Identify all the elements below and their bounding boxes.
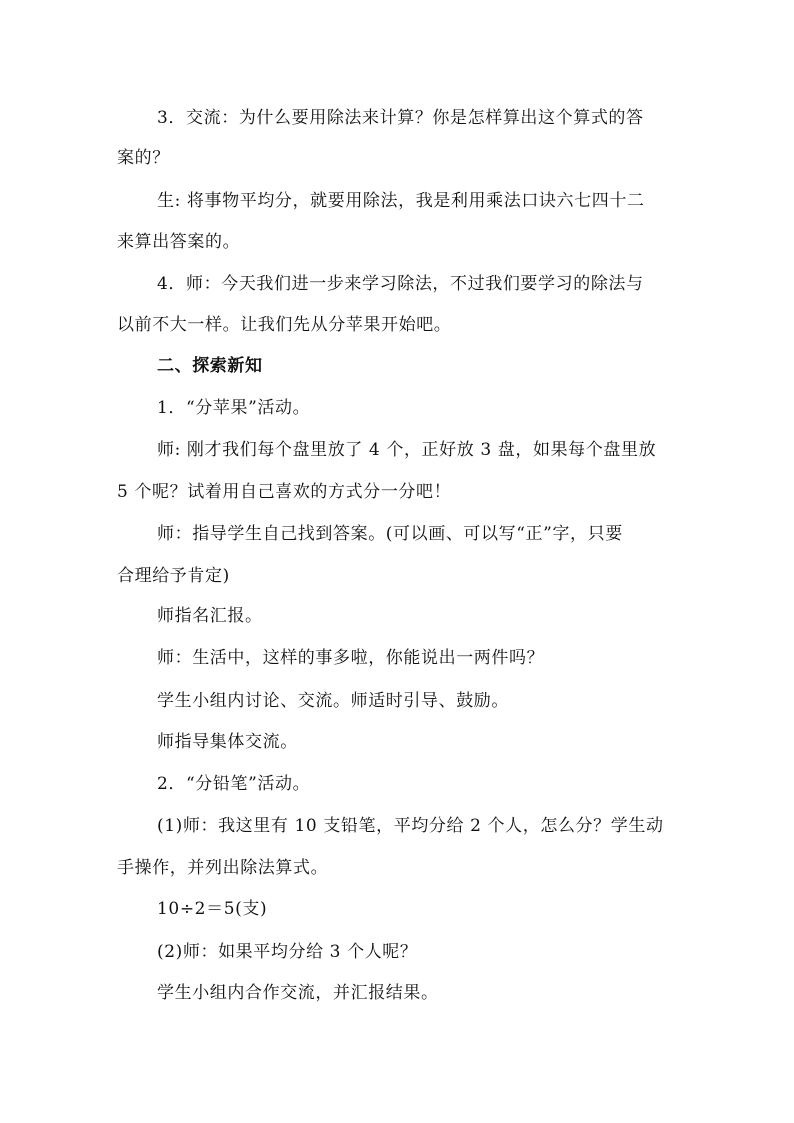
equation-line: 10÷2＝5(支) [157,899,268,919]
paragraph-line: 师：指导学生自己找到答案。(可以画、可以写“正”字，只要 [157,524,623,544]
paragraph-line: (2)师：如果平均分给 3 个人呢？ [157,942,418,962]
paragraph-line: 合理给予肯定) [117,566,230,586]
paragraph-line: 师：生活中，这样的事多啦，你能说出一两件吗？ [157,648,545,668]
paragraph-line: 师: 刚才我们每个盘里放了 4 个，正好放 3 盘，如果每个盘里放 [157,440,657,460]
paragraph-line: 生: 将事物平均分，就要用除法，我是利用乘法口诀六七四十二 [157,191,645,211]
paragraph-line: (1)师：我这里有 10 支铅笔，平均分给 2 个人，怎么分？学生动 [157,816,664,836]
paragraph-line: 师指名汇报。 [157,606,263,626]
paragraph-line: 学生小组内讨论、交流。师适时引导、鼓励。 [157,691,509,711]
paragraph-line: 来算出答案的。 [117,232,241,252]
paragraph-line: 以前不大一样。让我们先从分苹果开始吧。 [117,315,452,335]
paragraph-line: 学生小组内合作交流，并汇报结果。 [157,983,439,1003]
paragraph-line: 3．交流：为什么要用除法来计算？你是怎样算出这个算式的答 [157,108,644,128]
paragraph-line: 2．“分铅笔”活动。 [157,774,311,794]
paragraph-line: 4．师：今天我们进一步来学习除法，不过我们要学习的除法与 [157,274,644,294]
paragraph-line: 案的？ [117,148,170,168]
section-heading: 二、探索新知 [157,356,263,376]
paragraph-line: 1．“分苹果”活动。 [157,398,311,418]
paragraph-line: 5 个呢？试着用自己喜欢的方式分一分吧！ [117,482,452,502]
paragraph-line: 手操作，并列出除法算式。 [117,858,329,878]
paragraph-line: 师指导集体交流。 [157,732,298,752]
